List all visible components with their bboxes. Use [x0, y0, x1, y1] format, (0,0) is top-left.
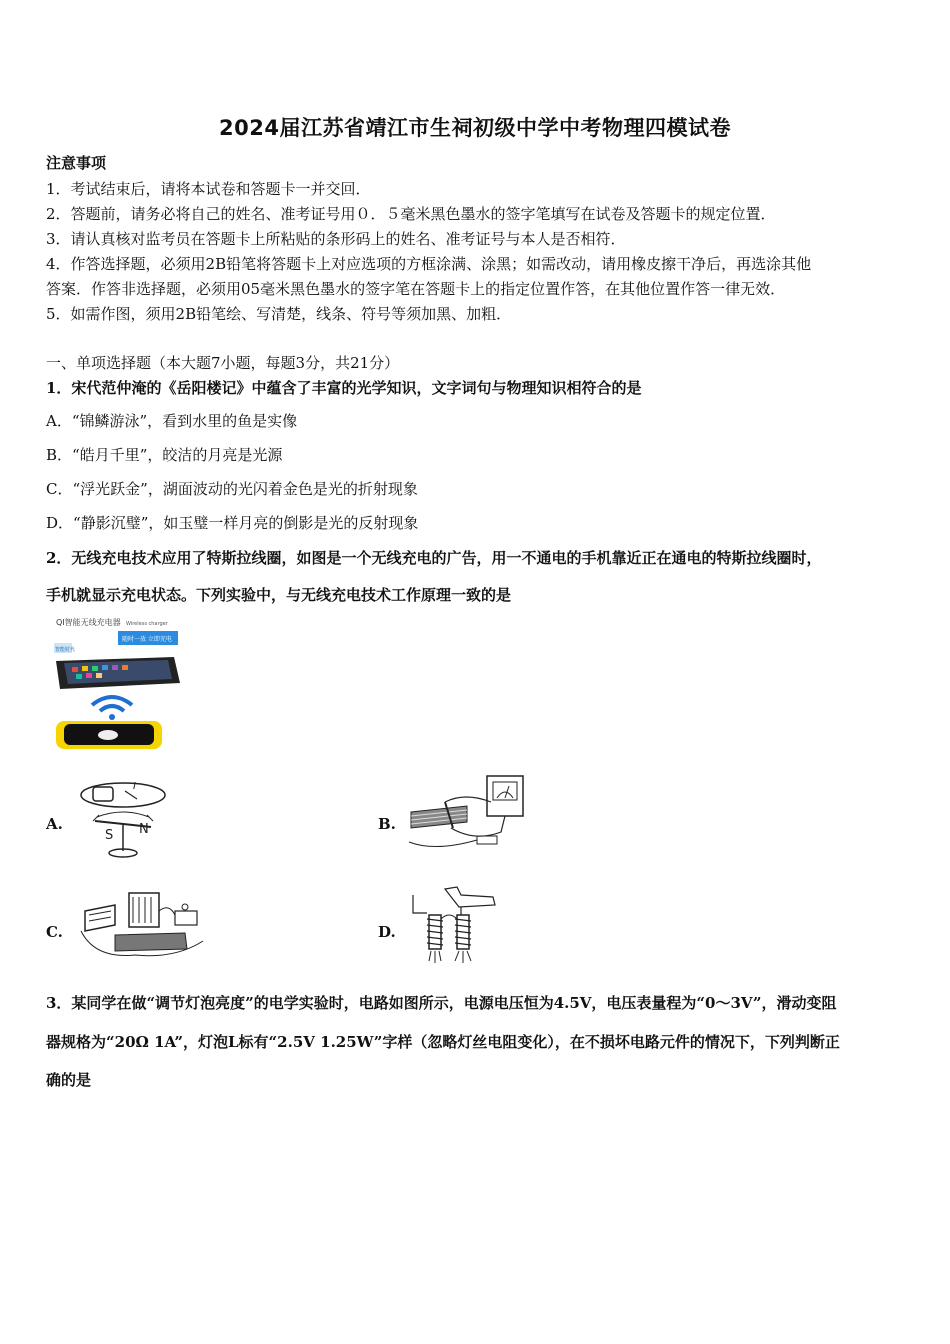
question-1-stem: 1．宋代范仲淹的《岳阳楼记》中蕴含了丰富的光学知识，文字词句与物理知识相符合的是 [46, 379, 642, 397]
ad-phone-label: 智能时代 [55, 647, 76, 653]
figure-option-c [75, 885, 210, 967]
question-1-option-c: C．“浮光跃金”，湖面波动的光闪着金色是光的折射现象 [46, 480, 418, 498]
south-pole-label: S [105, 828, 114, 843]
notice-item: 5．如需作图，须用2B铅笔绘、写清楚，线条、符号等须加黑、加粗． [46, 305, 512, 323]
question-3-stem: 器规格为“20Ω 1A”，灯泡L标有“2.5V 1.25W”字样（忽略灯丝电阻变化），在不损坏电路元件的情况下，下列判断正 [46, 1033, 840, 1051]
question-1-option-a: A．“锦鳞游泳”，看到水里的鱼是实像 [46, 412, 298, 430]
figure-option-c-label: C. [46, 923, 63, 941]
figure-option-b-label: B. [378, 815, 396, 833]
question-1-option-b: B．“皓月千里”，皎洁的月亮是光源 [46, 446, 283, 464]
ad-subtitle: Wireless charger [126, 621, 168, 627]
figure-option-b [405, 772, 530, 857]
section-heading: 一、单项选择题（本大题7小题，每题3分，共21分） [46, 354, 400, 372]
wireless-charger-ad-image [50, 613, 185, 753]
figure-option-a [75, 775, 170, 860]
notice-item: 4．作答选择题，必须用2B铅笔将答题卡上对应选项的方框涂满、涂黑；如需改动，请用橡皮擦干净后，再选涂其他 [46, 255, 812, 273]
figure-option-a-label: A. [46, 815, 63, 833]
notice-heading: 注意事项 [46, 154, 107, 172]
question-2-stem: 手机就显示充电状态。下列实验中，与无线充电技术工作原理一致的是 [46, 586, 512, 604]
figure-option-d [405, 885, 505, 967]
question-3-stem: 确的是 [46, 1071, 92, 1089]
question-2-stem: 2．无线充电技术应用了特斯拉线圈，如图是一个无线充电的广告，用一不通电的手机靠近正在通电的特斯拉线圈时， [46, 549, 822, 567]
page-title: 2024届江苏省靖江市生祠初级中学中考物理四模试卷 [219, 116, 731, 140]
question-3-stem: 3．某同学在做“调节灯泡亮度”的电学实验时，电路如图所示，电源电压恒为4.5V，电压表量程为“0～3V”，滑动变阻 [46, 994, 837, 1012]
ad-badge: 随时一放 立即充电 [122, 636, 172, 643]
notice-item: 1．考试结束后，请将本试卷和答题卡一并交回． [46, 180, 371, 198]
north-pole-label: N [139, 822, 149, 837]
notice-item: 答案．作答非选择题，必须用05毫米黑色墨水的签字笔在答题卡上的指定位置作答，在其他位置作答一律无效． [46, 280, 786, 298]
figure-option-d-label: D. [378, 923, 396, 941]
current-label: I [133, 781, 136, 792]
ad-title: QI智能无线充电器 [56, 618, 121, 627]
notice-item: 2．答题前，请务必将自己的姓名、准考证号用０．５毫米黑色墨水的签字笔填写在试卷及答题卡的规定位置． [46, 205, 776, 223]
notice-item: 3．请认真核对监考员在答题卡上所粘贴的条形码上的姓名、准考证号与本人是否相符． [46, 230, 626, 248]
question-1-option-d: D．“静影沉璧”，如玉璧一样月亮的倒影是光的反射现象 [46, 514, 419, 532]
